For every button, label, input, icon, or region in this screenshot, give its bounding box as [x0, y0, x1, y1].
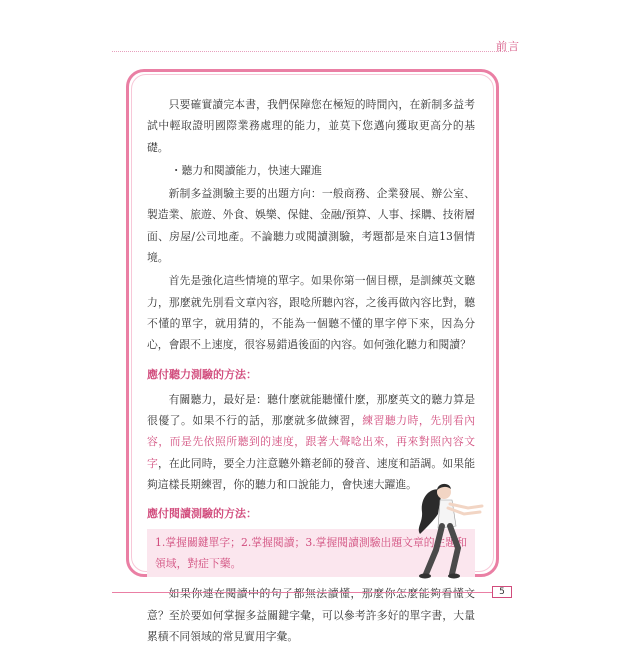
listening-text-b: ，在此同時，要全力注意聽外籍老師的發音、速度和語調。如果能夠這樣長期練習，你的聽力和口說能力，會快速大躍進。 — [147, 456, 476, 492]
leg-shape — [426, 526, 442, 574]
listening-text-a: 有關聽力，最好是：聽什麼就能聽懂什麼，那麼英文的聽力算是很優了。如果不行的話，那麼就多做練習， — [147, 392, 475, 428]
leg-shape-2 — [450, 526, 458, 574]
listening-highlight: 練習聽力時，先別看內容，而是先依照所聽到的速度，跟著大聲唸出來，再來對照內容文字 — [147, 414, 476, 470]
footer-divider — [112, 592, 492, 593]
bullet-point: ・聽力和閱讀能力，快速大躍進 — [170, 163, 322, 177]
scope-paragraph: 新制多益測驗主要的出題方向：一般商務、企業發展、辦公室、製造業、旅遊、外食、娛樂、保健、金融/預算、人事、採購、技術層面、房屋/公司地產。不論聽力或閱讀測驗，考題都是來自這13個情境。 — [147, 187, 475, 265]
header-divider — [112, 51, 509, 52]
intro-paragraph: 只要確實讀完本書，我們保障您在極短的時間內，在新制多益考試中輕取證明國際業務處理的能力，並莫下您邁向獲取更高分的基礎。 — [147, 98, 475, 154]
shoe-shape-2 — [448, 574, 460, 579]
woman-pushing-illustration — [412, 476, 486, 580]
page-number: 5 — [492, 586, 512, 598]
shoe-shape — [419, 574, 431, 579]
vocab-paragraph: 首先是強化這些情境的單字。如果你第一個目標，是訓練英文聽力，那麼就先別看文章內容，跟唸所聽內容，之後再做內容比對，聽不懂的單字，就用猜的，不能為一個聽不懂的單字停下來，因為分心，會跟不上速度，很容易錯過後面的內容。如何強化聽力和閱讀？ — [147, 274, 475, 352]
page-header-title: 前言 — [496, 40, 520, 53]
listening-heading: 應付聽力測驗的方法： — [147, 367, 257, 381]
closing-paragraph: 如果你連在閱讀中的句子都無法讀懂，那麼你怎麼能夠看懂文意？至於要如何掌握多益關鍵字彙，可以參考許多好的單字書，大量累積不同領域的常見實用字彙。 — [147, 587, 475, 643]
reading-heading: 應付閱讀測驗的方法： — [147, 507, 257, 521]
reading-tips-box: 1.掌握關鍵單字；2.掌握閱讀；3.掌握閱讀測驗出題文章的主題和領域，對症下藥。 — [147, 529, 475, 578]
arm-shape — [450, 504, 482, 508]
